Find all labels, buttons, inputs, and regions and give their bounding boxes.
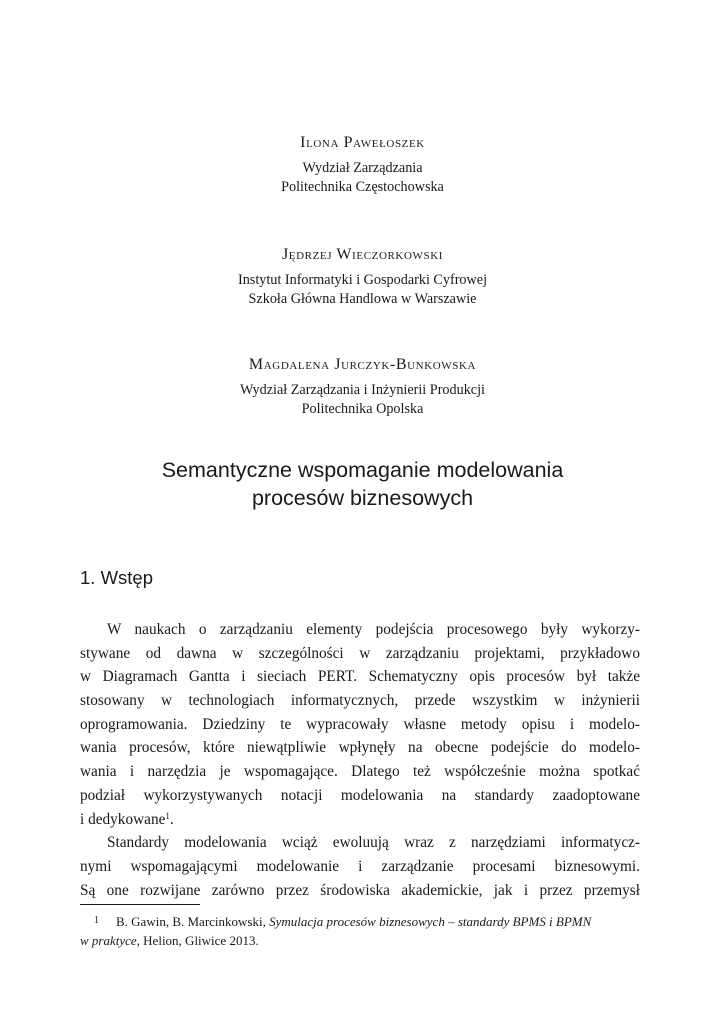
footnote-number: 1 bbox=[94, 915, 99, 926]
paragraph-line: i dedykowane$^1$. bbox=[80, 810, 174, 828]
footnote-title-continued: w praktyce bbox=[80, 933, 137, 948]
author-affiliation-line: Wydział Zarządzania i Inżynierii Produkcji bbox=[240, 382, 485, 398]
footnote-authors: B. Gawin, B. Marcinkowski, bbox=[116, 914, 270, 929]
footnote-reference[interactable]: 1 bbox=[165, 810, 170, 821]
paper-title-line: procesów biznesowych bbox=[251, 486, 474, 510]
author-affiliation-line: Politechnika Opolska bbox=[301, 400, 424, 417]
section-heading: 1. Wstęp bbox=[80, 567, 153, 588]
footnote-title: Symulacja procesów biznesowych – standardy BPMS i BPMN bbox=[269, 914, 592, 929]
paragraph-line: stosowany w technologiach informatycznych, przede wszystkim w inżynierii bbox=[80, 692, 640, 710]
author-name: Ilona Pawełoszek bbox=[300, 134, 425, 151]
paragraph-line: Standardy modelowania wciąż ewoluują wraz z narzędziami informatycz- bbox=[107, 834, 640, 852]
author-affiliation-line: Szkoła Główna Handlowa w Warszawie bbox=[248, 290, 477, 307]
author-block-3 bbox=[0, 355, 725, 418]
paragraph-line: nymi wspomagającymi modelowanie i zarządzanie procesami biznesowymi. bbox=[80, 857, 640, 875]
author-block-2 bbox=[0, 245, 725, 308]
author-affiliation-line: Wydział Zarządzania bbox=[302, 160, 423, 176]
author-affiliation-line: Instytut Informatyki i Gospodarki Cyfrowej bbox=[237, 272, 488, 288]
footnote-line bbox=[80, 931, 648, 950]
paragraph-line-text: i dedykowane bbox=[80, 810, 166, 828]
paragraph-line: stywane od dawna w szczególności w zarządzaniu projektami, przykładowo bbox=[80, 644, 640, 662]
footnote-divider bbox=[80, 904, 200, 905]
author-name: Magdalena Jurczyk-Bunkowska bbox=[248, 356, 477, 373]
body-text bbox=[80, 618, 640, 902]
paragraph-line: wania procesów, które niewątpliwie wpłynęły na obecne podejście do modelo- bbox=[80, 739, 640, 757]
footnote bbox=[80, 911, 648, 950]
paragraph-line: podział wykorzystywanych notacji modelowania na standardy zaadoptowane bbox=[80, 786, 640, 804]
paragraph-line: Są one rozwijane zarówno przez środowiska akademickie, jak i przez przemysł bbox=[80, 881, 640, 899]
footnote-line bbox=[80, 911, 648, 931]
footnote-publisher: , Helion, Gliwice 2013. bbox=[136, 933, 259, 948]
paragraph-line: w Diagramach Gantta i sieciach PERT. Schematyczny opis procesów był także bbox=[80, 668, 640, 686]
author-affiliation-line: Politechnika Częstochowska bbox=[281, 178, 444, 195]
paper-title bbox=[0, 456, 725, 512]
paragraph-line: W naukach o zarządzaniu elementy podejścia procesowego były wykorzy- bbox=[107, 621, 640, 638]
paragraph-line: wania i narzędzia je wspomagające. Dlatego też współcześnie można spotkać bbox=[80, 763, 640, 781]
paragraph-line: oprogramowania. Dziedziny te wypracowały własne metody opisu i modelo- bbox=[80, 715, 640, 733]
author-block-1 bbox=[0, 133, 725, 196]
author-name: Jędrzej Wieczorkowski bbox=[281, 246, 444, 263]
paper-title-line: Semantyczne wspomaganie modelowania bbox=[161, 458, 564, 482]
